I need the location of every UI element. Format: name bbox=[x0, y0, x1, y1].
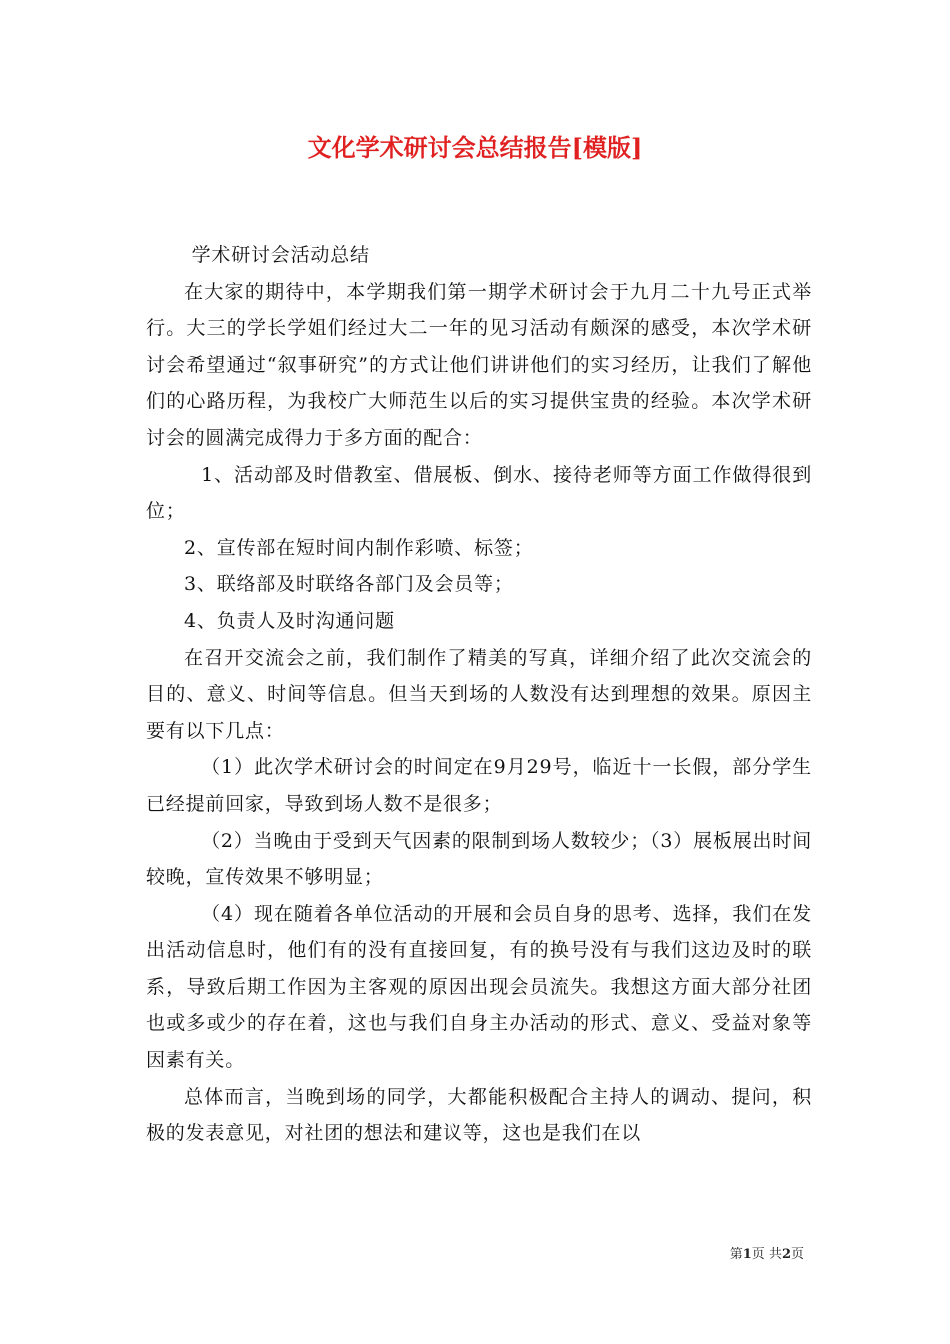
footer-total-pages: 2 bbox=[781, 1247, 791, 1262]
reason-item-4: （4）现在随着各单位活动的开展和会员自身的思考、选择，我们在发出活动信息时，他们有的没有直接回复，有的换号没有与我们这边及时的联系，导致后期工作因为主客观的原因出现会员流失。我想这方面大部分社团也或多或少的存在着，这也与我们自身主办活动的形式、意义、受益对象等因素有关。 bbox=[146, 902, 812, 1072]
document-title: 文化学术研讨会总结报告[模版] bbox=[307, 133, 643, 162]
paragraph-intro: 在大家的期待中，本学期我们第一期学术研讨会于九月二十九号正式举行。大三的学长学姐们经过大二一年的见习活动有颇深的感受，本次学术研讨会希望通过“叙事研究”的方式让他们讲讲他们的实习经历，让我们了解他们的心路历程，为我校广大师范生以后的实习提供宝贵的经验。本次学术研讨会的圆满完成得力于多方面的配合： bbox=[146, 280, 812, 449]
reason-item-1: （1）此次学术研讨会的时间定在9月29号，临近十一长假，部分学生已经提前回家，导致到场人数不是很多； bbox=[146, 756, 812, 815]
footer-middle: 页 共 bbox=[751, 1247, 782, 1262]
page-number-footer bbox=[730, 1246, 804, 1264]
section-heading: 学术研讨会活动总结 bbox=[191, 244, 370, 266]
list-item-4: 4、负责人及时沟通问题 bbox=[184, 609, 395, 632]
document-body bbox=[146, 237, 812, 1152]
reason-item-2-3: （2）当晚由于受到天气因素的限制到场人数较少；（3）展板展出时间较晚，宣传效果不够明显； bbox=[146, 829, 812, 889]
list-item-3: 3、联络部及时联络各部门及会员等； bbox=[184, 573, 514, 596]
footer-current-page: 1 bbox=[742, 1247, 752, 1262]
list-item-1: 1、活动部及时借教室、借展板、倒水、接待老师等方面工作做得很到位； bbox=[146, 463, 812, 523]
paragraph-reasons: 在召开交流会之前，我们制作了精美的写真，详细介绍了此次交流会的目的、意义、时间等信息。但当天到场的人数没有达到理想的效果。原因主要有以下几点： bbox=[146, 646, 812, 742]
footer-prefix: 第 bbox=[729, 1247, 743, 1262]
list-item-2: 2、宣传部在短时间内制作彩喷、标签； bbox=[184, 536, 534, 559]
footer-suffix: 页 bbox=[790, 1247, 804, 1262]
paragraph-summary: 总体而言，当晚到场的同学，大都能积极配合主持人的调动、提问，积极的发表意见，对社团的想法和建议等，这也是我们在以 bbox=[146, 1085, 812, 1145]
